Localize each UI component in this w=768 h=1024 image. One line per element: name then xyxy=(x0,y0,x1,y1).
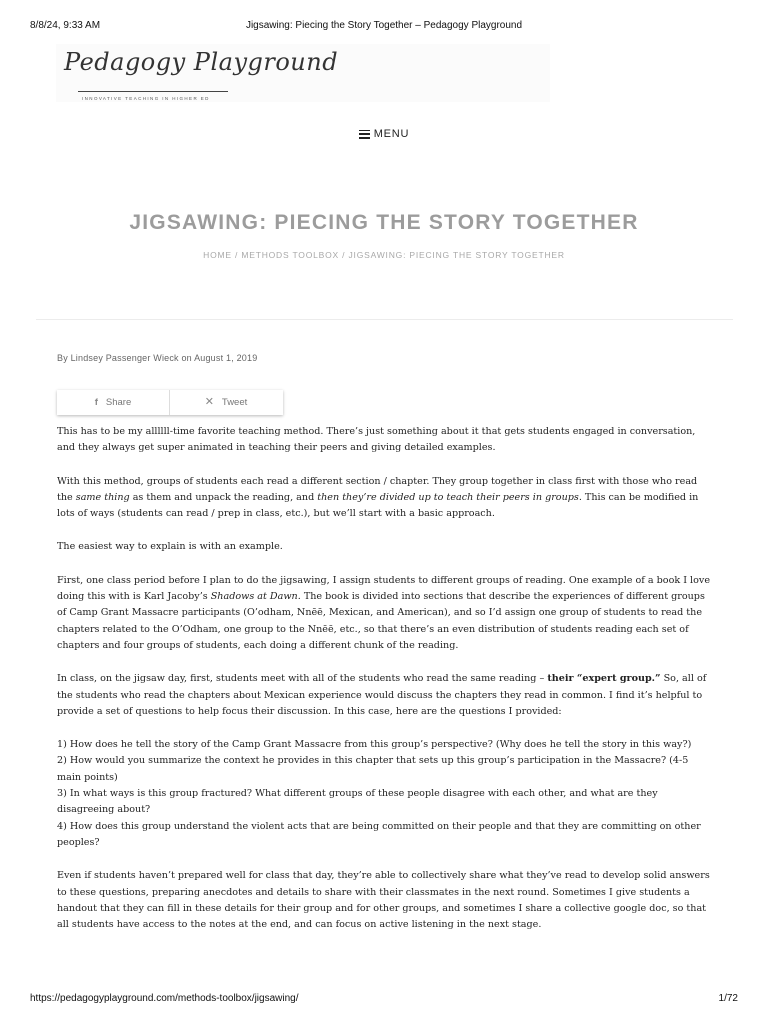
hamburger-icon xyxy=(359,130,370,139)
paragraph-5 xyxy=(57,671,711,720)
print-datetime: 8/8/24, 9:33 AM xyxy=(30,20,101,31)
facebook-share-label: Share xyxy=(105,397,132,408)
text: First, one class period before I plan to do the jigsawing, I assign students to different groups of reading. One example of a book I love doing this with is Karl Jacoby’s xyxy=(57,574,710,603)
share-bar xyxy=(57,390,283,415)
text: So, all of the students who read the chapters about Mexican experience would discuss the chapters they read in common. I find it’s helpful to provide a set of questions to help focus their discussion. In this case, here are the questions I provided: xyxy=(57,673,707,717)
facebook-icon: f xyxy=(94,397,98,408)
post-byline: By Lindsey Passenger Wieck on August 1, 2019 xyxy=(57,353,258,363)
menu-label: MENU xyxy=(373,128,410,140)
print-url: https://pedagogyplayground.com/methods-toolbox/jigsawing/ xyxy=(30,993,299,1004)
logo-underline xyxy=(78,91,228,92)
question-list xyxy=(57,737,711,851)
site-tagline: INNOVATIVE TEACHING IN HIGHER ED xyxy=(82,96,210,101)
text: as them and unpack the reading, and xyxy=(129,491,318,503)
text: In class, on the jigsaw day, first, students meet with all of the students who read the same reading – xyxy=(57,673,548,685)
paragraph-4 xyxy=(57,573,711,654)
list-item: 1) How does he tell the story of the Camp Grant Massacre from this group’s perspective? (Why does he tell the story in this way?) xyxy=(57,739,692,751)
emphasis: same thing xyxy=(75,491,130,503)
facebook-share-button[interactable] xyxy=(57,390,170,415)
page-title: JIGSAWING: PIECING THE STORY TOGETHER xyxy=(129,211,639,234)
list-item: 4) How does this group understand the violent acts that are being committed on their people and that they are committing on other peoples? xyxy=(57,820,701,848)
list-item: 2) How would you summarize the context he provides in this chapter that sets up this group’s participation in the Massacre? (4-5 main points) xyxy=(57,755,689,783)
text: With this method, groups of students each read a different section / chapter. They group together in class first with those who read the xyxy=(57,475,698,503)
x-tweet-button[interactable] xyxy=(170,390,282,415)
bold-text: their “expert group.” xyxy=(547,673,661,685)
menu-button[interactable] xyxy=(0,128,768,140)
list-item: 3) In what ways is this group fractured? What different groups of these people disagree with each other, and what are they disagreeing about? xyxy=(57,788,658,816)
print-header xyxy=(0,20,768,34)
x-icon: ✕ xyxy=(204,396,214,408)
article-body xyxy=(57,424,711,950)
book-title: Shadows at Dawn xyxy=(210,591,298,603)
breadcrumb[interactable]: HOME / METHODS TOOLBOX / JIGSAWING: PIECING THE STORY TOGETHER xyxy=(203,250,565,260)
text: . The book is divided into sections that describe the experiences of different groups of Camp Grant Massacre participants (O’odham, Nnēē, Mexican, and American), and so I’d assign one group of students to read the chapters related to the O’Odham, one group to the Nnēē, etc., so that there’s an even distribution of students reading each set of chapters and four groups of students, each doing a different chunk of the reading. xyxy=(57,591,705,651)
paragraph-3: The easiest way to explain is with an example. xyxy=(57,541,283,553)
site-logo-area[interactable] xyxy=(56,44,550,102)
print-page-number: 1/72 xyxy=(718,993,738,1004)
text: . This can be modified in lots of ways (students can read / prep in class, etc.), but we’ll start with a basic approach. xyxy=(57,491,699,520)
site-logo[interactable]: Pedagogy Playground xyxy=(64,48,339,76)
paragraph-2 xyxy=(57,474,711,523)
header-divider xyxy=(36,319,733,320)
print-doc-title: Jigsawing: Piecing the Story Together – Pedagogy Playground xyxy=(245,20,523,31)
emphasis: then they’re divided up to teach their peers in groups xyxy=(317,491,579,503)
tweet-label: Tweet xyxy=(221,397,248,408)
paragraph-6: Even if students haven’t prepared well for class that day, they’re able to collectively share what they’ve read to develop solid answers to these questions, preparing anecdotes and details to share with their classmates in the next round. Sometimes I give students a handout that they can fill in these details for their group and for other groups, and sometimes I share a collective google doc, so that all students have access to the notes at the end, and can focus on active listening in the next stage. xyxy=(57,870,710,931)
paragraph-1: This has to be my allllll-time favorite teaching method. There’s just something about it that gets students engaged in conversation, and they always get super animated in teaching their peers and giving detailed examples. xyxy=(57,426,696,454)
print-footer xyxy=(0,993,768,1007)
